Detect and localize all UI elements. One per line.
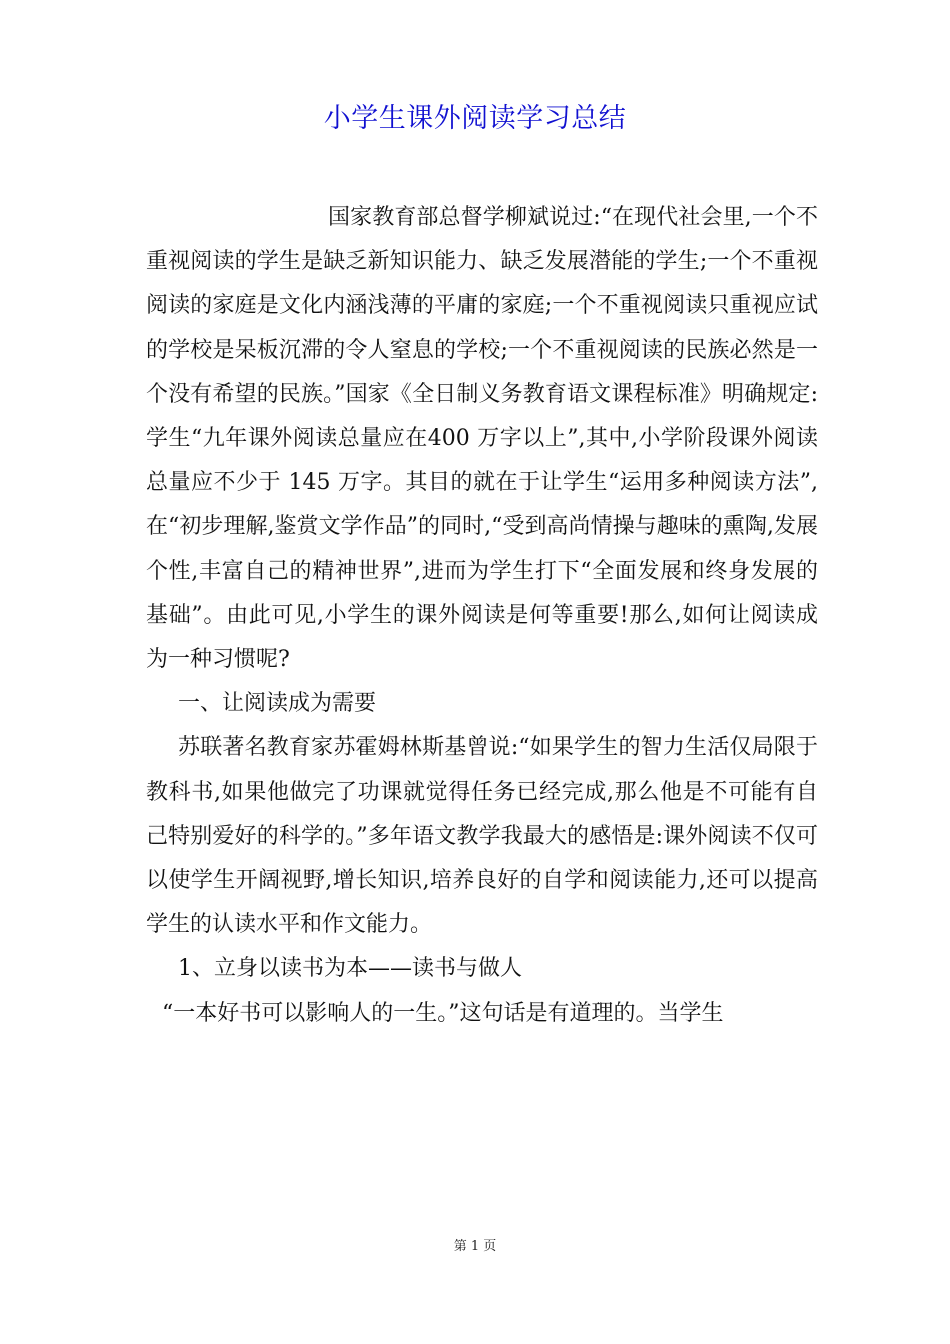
paragraph-good-book: “一本好书可以影响人的一生。”这句话是有道理的。当学生 [162, 1000, 724, 1026]
paragraph-intro: 国家教育部总督学柳斌说过:“在现代社会里,一个不重视阅读的学生是缺乏新知识能力、缺乏发展潜能的学生;一个不重视阅读的家庭是文化内涵浅薄的平庸的家庭;一个不重视阅读只重视应试的学校是呆板沉滞的令人窒息的学校;一个不重视阅读的民族必然是一个没有希望的民族。”国家《全日制义务教育语文课程标准》明确规定:学生“九年课外阅读总量应在400 万字以上”,其中,小学阶段课外阅读总量应不少于 145 万字。其目的就在于让学生“运用多种阅读方法”,在“初步理解,鉴赏文学作品”的同时,“受到高尚情操与趣味的熏陶,发展个性,丰富自己的精神世界”,进而为学生打下“全面发展和终身发展的基础”。由此可见,小学生的课外阅读是何等重要!那么,如何让阅读成为一种习惯呢? [146, 205, 818, 673]
document-title: 小学生课外阅读学习总结 [323, 103, 627, 134]
section-heading-1: 一、让阅读成为需要 [178, 691, 377, 717]
document-body [146, 196, 818, 1036]
paragraph-suhomlinsky: 苏联著名教育家苏霍姆林斯基曾说:“如果学生的智力生活仅局限于教科书,如果他做完了功课就觉得任务已经完成,那么他是不可能有自己特别爱好的科学的。”多年语文教学我最大的感悟是:课外阅读不仅可以使学生开阔视野,增长知识,培养良好的自学和阅读能力,还可以提高学生的认读水平和作文能力。 [146, 735, 818, 938]
subsection-heading-1: 1、立身以读书为本——读书与做人 [178, 956, 522, 982]
page-number: 第 1 页 [453, 1239, 497, 1254]
